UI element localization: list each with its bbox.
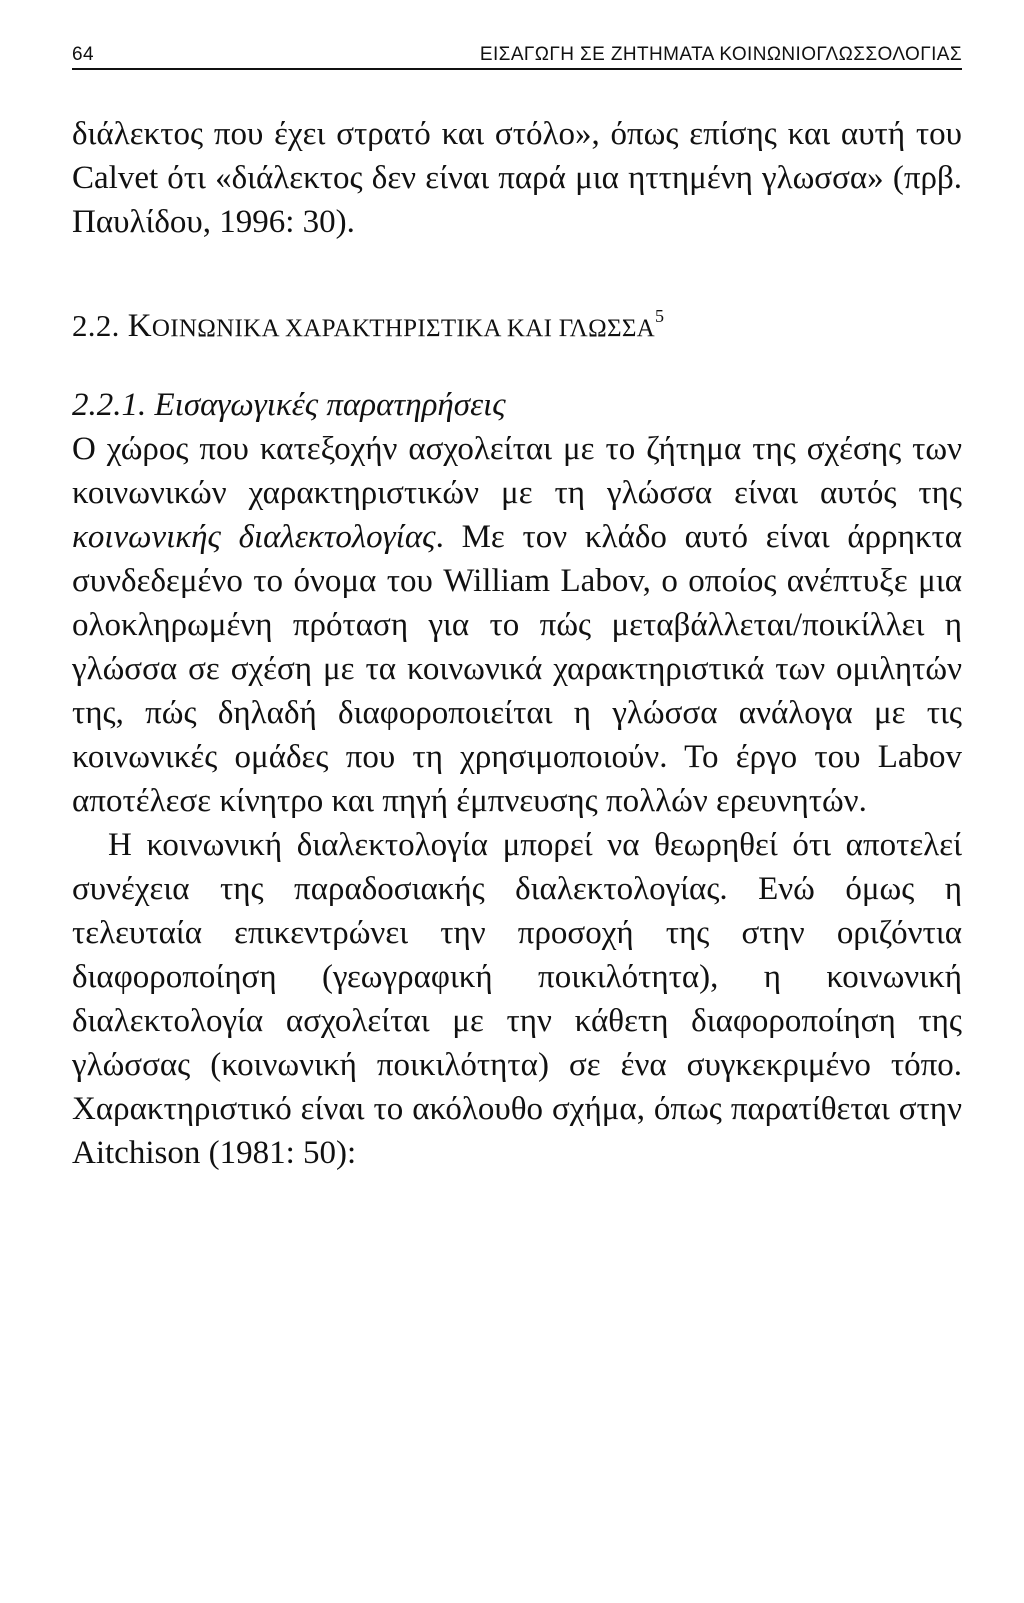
body-paragraph-2: Η κοινωνική διαλεκτολογία μπορεί να θεωρηθεί ότι αποτελεί συνέχεια της παραδοσιακής διαλεκτολογίας. Ενώ όμως η τελευταία επικεντρώνει την προσοχή της στην οριζόντια διαφοροποίηση (γεωγραφική ποικιλότητα), η κοινωνική διαλεκτολογία ασχολείται με την κάθετη διαφοροποίηση της γλώσσας (κοινωνική ποικιλότητα) σε ένα συγκεκριμένο τόπο. Χαρακτηριστικό είναι το ακόλουθο σχήμα, όπως παρατίθεται στην Aitchison (1981: 50): [72, 827, 962, 1171]
running-head [72, 40, 962, 70]
section-title-rest: ΟΙΝΩΝΙΚΑ ΧΑΡΑΚΤΗΡΙΣΤΙΚΑ ΚΑΙ ΓΛΩΣΣΑ [151, 315, 656, 342]
paragraph-1-lead: Ο χώρος που κατεξοχήν ασχολείται με το ζήτημα της σχέσης των κοινωνικών χαρακτηριστικών με τη γλώσσα είναι αυτός της [72, 431, 962, 511]
section-heading [72, 306, 962, 349]
paragraph-1-rest: . Με τον κλάδο αυτό είναι άρρηκτα συνδεδεμένο το όνομα του William Labov, ο οποίος ανέπτυξε μια ολοκληρωμένη πρόταση για το πώς μεταβάλλεται/ποικίλλει η γλώσσα σε σχέση με τα κοινωνικά χαρακτηριστικά των ομιλητών της, πώς δηλαδή διαφοροποιείται η γλώσσα ανάλογα με τις κοινωνικές ομάδες που τη χρησιμοποιούν. Το έργο του Labov αποτέλεσε κίνητρο και πηγή έμπνευσης πολλών ερευνητών. [72, 519, 963, 819]
section-number: 2.2. [72, 308, 120, 343]
subsection-heading: 2.2.1. Εισαγωγικές παρατηρήσεις [72, 387, 506, 423]
running-head-title: ΕΙΣΑΓΩΓΗ ΣΕ ΖΗΤΗΜΑΤΑ ΚΟΙΝΩΝΙΟΓΛΩΣΣΟΛΟΓΙΑΣ [479, 44, 962, 65]
body-paragraph-1 [72, 427, 962, 823]
continuation-paragraph: διάλεκτος που έχει στρατό και στόλο», όπως επίσης και αυτή του Calvet ότι «διάλεκτος δεν είναι παρά μια ηττημένη γλωσσα» (πρβ. Παυλίδου, 1996: 30). [72, 116, 962, 240]
page [72, 40, 962, 1175]
section-title-initial: Κ [127, 308, 152, 344]
footnote-marker: 5 [655, 306, 665, 326]
emphasis-term: κοινωνικής διαλεκτολογίας [72, 519, 436, 555]
page-number: 64 [72, 44, 94, 65]
